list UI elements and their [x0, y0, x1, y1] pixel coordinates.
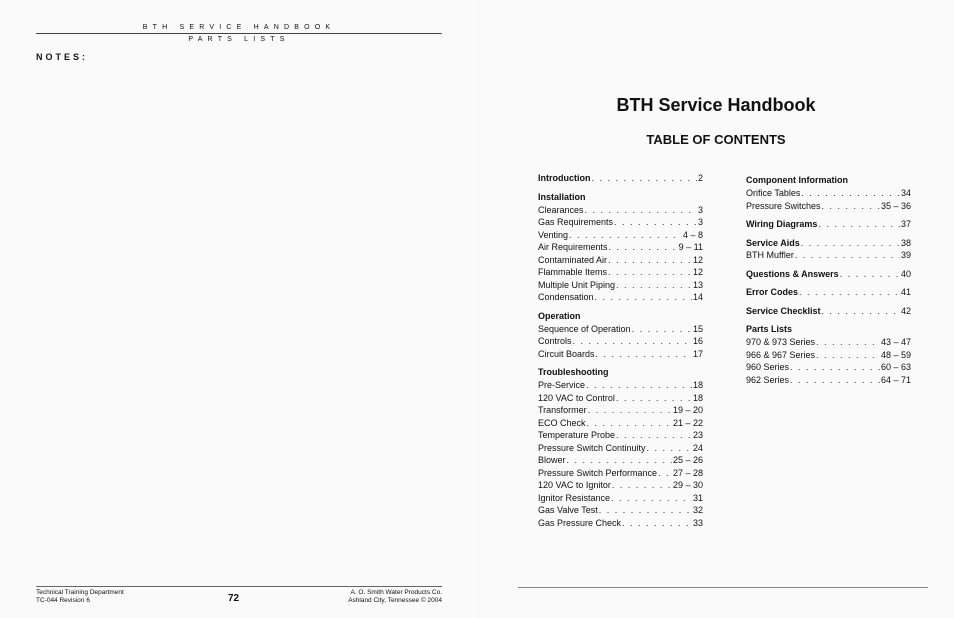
toc-section-heading: Installation: [538, 191, 586, 202]
toc-leader-dots: [801, 237, 900, 250]
toc-entry-label: ECO Check: [538, 417, 586, 428]
toc-entry-label: Temperature Probe: [538, 430, 616, 440]
toc-entry: [538, 392, 703, 405]
toc-entry: [538, 517, 703, 530]
toc-leader-dots: [816, 349, 880, 362]
toc-section: [746, 268, 911, 281]
toc-entry-page: 32: [692, 505, 703, 515]
toc-leader-dots: [595, 291, 692, 304]
footer-department: Technical Training Department: [36, 589, 124, 596]
header-subtitle: PARTS LISTS: [188, 36, 290, 43]
toc-entry-page: 48 – 59: [880, 349, 911, 360]
toc-entry-label: BTH Muffler: [746, 250, 794, 260]
toc-entry-label: 966 & 967 Series: [746, 349, 816, 360]
toc-leader-dots: [612, 479, 672, 492]
toc-entry-label: 120 VAC to Ignitor: [538, 480, 611, 490]
toc-entry-label: Gas Valve Test: [538, 505, 598, 515]
toc-leader-dots: [822, 305, 900, 318]
toc-entry-page: 12: [692, 254, 703, 265]
toc-entry-page: 15: [692, 323, 703, 334]
toc-column-left: [538, 172, 703, 535]
toc-entry: [538, 291, 703, 304]
toc-entry-label: Venting: [538, 229, 569, 240]
toc-entry-label: Pressure Switches: [746, 200, 821, 211]
toc-entry-page: 43 – 47: [880, 337, 911, 347]
toc-entry-page: 37: [900, 219, 911, 229]
toc-entry-page: 12: [692, 267, 703, 277]
toc-leader-dots: [799, 286, 900, 299]
notes-label: NOTES:: [36, 52, 89, 62]
toc-entry-label: Gas Pressure Check: [538, 517, 622, 528]
toc-leader-dots: [573, 335, 692, 348]
toc-heading: TABLE OF CONTENTS: [646, 132, 786, 147]
toc-entry-page: 4 – 8: [682, 229, 703, 240]
toc-entry: [746, 336, 911, 349]
toc-section: [746, 218, 911, 231]
toc-leader-dots: [586, 379, 692, 392]
toc-leader-dots: [587, 417, 672, 430]
toc-entry-page: 13: [692, 279, 703, 290]
toc-leader-dots: [816, 336, 880, 349]
toc-leader-dots: [611, 492, 692, 505]
toc-entry-page: 24: [692, 442, 703, 453]
toc-entry: [538, 241, 703, 254]
toc-entry: [746, 200, 911, 213]
toc-leader-dots: [599, 504, 692, 517]
toc-entry-label: Pressure Switch Continuity: [538, 442, 646, 453]
footer-left: [36, 589, 124, 605]
toc-section: [746, 286, 911, 299]
toc-entry-label: Questions & Answers: [746, 268, 839, 279]
toc-entry-label: 120 VAC to Control: [538, 392, 615, 403]
toc-entry-label: Controls: [538, 336, 572, 346]
toc-entry-label: Clearances: [538, 204, 584, 215]
toc-entry-page: 3: [697, 204, 703, 215]
footer-right: [348, 589, 442, 605]
toc-entry-label: Blower: [538, 455, 566, 465]
toc-entry: [538, 254, 703, 267]
toc-section: [538, 172, 703, 185]
toc-entry-page: 38: [900, 237, 911, 248]
toc-entry-label: Multiple Unit Piping: [538, 279, 616, 290]
toc-entry-page: 39: [900, 250, 911, 260]
toc-section-heading: Parts Lists: [746, 324, 793, 334]
toc-leader-dots: [588, 404, 672, 417]
toc-entry-page: 33: [692, 517, 703, 528]
toc-leader-dots: [790, 361, 880, 374]
toc-column-right: [746, 172, 911, 392]
toc-entry-page: 19 – 20: [672, 405, 703, 415]
toc-entry-page: 31: [692, 492, 703, 503]
footer-rule-right: [518, 587, 928, 588]
toc-entry-label: Service Aids: [746, 237, 800, 248]
toc-leader-dots: [658, 467, 672, 480]
toc-entry-label: Transformer: [538, 405, 587, 415]
toc-entry-page: 64 – 71: [880, 374, 911, 385]
toc-entry: [746, 361, 911, 374]
toc-entry: [538, 216, 703, 229]
toc-entry-label: Air Requirements: [538, 242, 608, 252]
toc-entry: [538, 479, 703, 492]
toc-entry-label: Ignitor Resistance: [538, 492, 611, 503]
toc-leader-dots: [569, 229, 682, 242]
toc-leader-dots: [801, 187, 900, 200]
toc-entry: [746, 268, 911, 281]
toc-entry: [746, 305, 911, 318]
toc-entry: [538, 266, 703, 279]
toc-leader-dots: [596, 348, 692, 361]
toc-entry-page: 41: [900, 287, 911, 297]
toc-entry-page: 25 – 26: [672, 455, 703, 465]
toc-section: [746, 174, 911, 212]
toc-entry: [538, 429, 703, 442]
footer-company: A. O. Smith Water Products Co.: [350, 589, 442, 596]
toc-entry-page: 21 – 22: [672, 417, 703, 428]
page-number: 72: [228, 593, 240, 604]
toc-leader-dots: [592, 172, 697, 185]
toc-entry-page: 17: [692, 348, 703, 359]
toc-entry: [746, 187, 911, 200]
toc-section-heading: Troubleshooting: [538, 367, 609, 377]
toc-entry-page: 42: [900, 305, 911, 316]
toc-entry: [538, 323, 703, 336]
toc-section: [746, 323, 911, 386]
page-title: BTH Service Handbook: [616, 95, 816, 115]
toc-entry-label: Error Codes: [746, 287, 799, 297]
toc-entry-page: 18: [692, 380, 703, 390]
toc-leader-dots: [616, 279, 692, 292]
toc-entry: [538, 504, 703, 517]
toc-entry-label: Service Checklist: [746, 305, 821, 316]
toc-leader-dots: [840, 268, 900, 281]
header-rule: [36, 33, 442, 34]
toc-entry: [746, 249, 911, 262]
toc-entry: [746, 237, 911, 250]
toc-section: [538, 310, 703, 361]
toc-leader-dots: [614, 216, 697, 229]
toc-leader-dots: [616, 392, 692, 405]
footer-revision: TC-044 Revision 6: [36, 597, 90, 604]
toc-entry-label: Orifice Tables: [746, 188, 801, 198]
toc-entry-page: 18: [692, 392, 703, 403]
toc-leader-dots: [790, 374, 880, 387]
toc-leader-dots: [608, 254, 692, 267]
toc-entry: [538, 172, 703, 185]
footer-rule: [36, 586, 442, 587]
toc-section: [746, 237, 911, 262]
toc-leader-dots: [609, 241, 678, 254]
toc-entry: [746, 374, 911, 387]
toc-entry-label: Introduction: [538, 173, 591, 183]
toc-entry: [538, 229, 703, 242]
left-page: [0, 0, 476, 618]
toc-entry-label: Circuit Boards: [538, 348, 595, 359]
toc-leader-dots: [632, 323, 692, 336]
toc-entry: [538, 335, 703, 348]
toc-section: [746, 305, 911, 318]
toc-entry-page: 29 – 30: [672, 480, 703, 490]
toc-entry-label: Pre-Service: [538, 380, 586, 390]
toc-entry: [538, 442, 703, 455]
toc-leader-dots: [567, 454, 672, 467]
toc-entry-page: 14: [692, 292, 703, 302]
toc-section: [538, 191, 703, 304]
toc-leader-dots: [795, 249, 900, 262]
right-page: [478, 0, 954, 618]
toc-entry-label: Flammable Items: [538, 267, 608, 277]
toc-entry-label: 970 & 973 Series: [746, 337, 816, 347]
toc-entry: [746, 286, 911, 299]
toc-entry: [538, 467, 703, 480]
toc-entry-page: 34: [900, 188, 911, 198]
toc-leader-dots: [822, 200, 880, 213]
toc-entry: [538, 492, 703, 505]
toc-leader-dots: [608, 266, 692, 279]
toc-entry-label: Pressure Switch Performance: [538, 467, 658, 478]
toc-entry: [538, 454, 703, 467]
toc-entry: [538, 404, 703, 417]
toc-entry-page: 60 – 63: [880, 362, 911, 372]
toc-leader-dots: [647, 442, 692, 455]
toc-entry: [538, 348, 703, 361]
toc-entry-page: 23: [692, 430, 703, 440]
toc-entry: [538, 279, 703, 292]
toc-section-heading: Component Information: [746, 175, 848, 185]
toc-entry-label: Gas Requirements: [538, 217, 614, 227]
toc-leader-dots: [616, 429, 692, 442]
footer-copyright: Ashland City, Tennessee © 2004: [348, 597, 442, 604]
toc-entry: [746, 349, 911, 362]
toc-leader-dots: [818, 218, 900, 231]
toc-entry-label: 960 Series: [746, 362, 790, 372]
toc-entry-page: 9 – 11: [678, 242, 703, 252]
toc-entry: [538, 379, 703, 392]
toc-entry-label: 962 Series: [746, 374, 790, 385]
toc-leader-dots: [585, 204, 697, 217]
toc-entry-label: Sequence of Operation: [538, 323, 631, 334]
toc-entry-label: Contaminated Air: [538, 254, 608, 265]
toc-entry: [538, 417, 703, 430]
header-title: BTH SERVICE HANDBOOK: [142, 24, 336, 31]
toc-entry-page: 2: [697, 173, 703, 183]
toc-entry: [538, 204, 703, 217]
toc-entry-page: 40: [900, 268, 911, 279]
toc-entry-page: 35 – 36: [880, 200, 911, 211]
toc-entry-label: Wiring Diagrams: [746, 219, 818, 229]
toc-section: [538, 366, 703, 529]
toc-entry-label: Condensation: [538, 292, 594, 302]
toc-leader-dots: [622, 517, 692, 530]
toc-entry-page: 16: [692, 336, 703, 346]
toc-entry: [746, 218, 911, 231]
toc-entry-page: 3: [697, 217, 703, 227]
toc-section-heading: Operation: [538, 310, 581, 321]
toc-entry-page: 27 – 28: [672, 467, 703, 478]
